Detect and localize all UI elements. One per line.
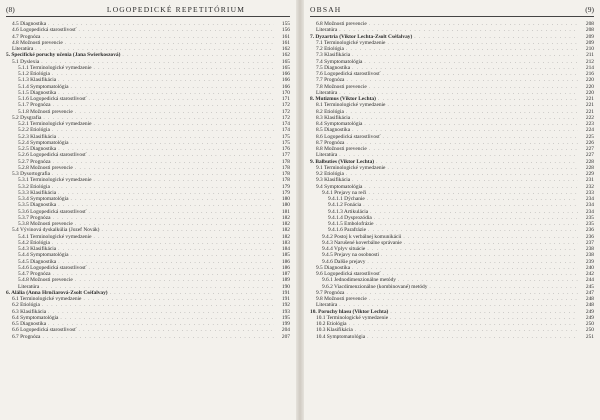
toc-entry-page: 228 (585, 164, 594, 171)
toc-entry-page: 222 (585, 114, 594, 121)
toc-entry-title: 5.2.7 Prognóza (18, 158, 51, 165)
toc-entry-title: 5.4.8 Možnosti prevencie (18, 277, 73, 284)
toc-entry-title: 6.6 Logopedická starostlivosť (12, 327, 77, 334)
toc-entry-title: 6.1 Terminologické vymedzenie (12, 296, 82, 302)
toc-entry-title: 5.1.5 Diagnostika (18, 89, 57, 96)
toc-entry-title: 4.7 Prognóza (12, 33, 41, 40)
toc-entry-title: 9.6 Logopedická starostlivosť (316, 271, 381, 277)
toc-entry-page: 191 (281, 296, 290, 302)
toc-entry-page: 161 (281, 39, 290, 46)
toc-entry-page: 186 (281, 258, 290, 265)
toc-entry-title: 10. Poruchy hlasu (Viktor Lechta) (310, 308, 389, 315)
toc-entry-title: 8.8 Možnosti prevencie (316, 146, 367, 152)
toc-entry (310, 334, 594, 340)
toc-entry-title: Literatúra (18, 283, 40, 290)
toc-entry-title: 6.3 Klasifikácia (12, 308, 47, 315)
toc-entry-title: 5.4.2 Etiológia (18, 239, 50, 246)
toc-entry-title: 9.4.1.1 Dýchanie (328, 196, 365, 202)
toc-entry-title: 5.2.4 Symptomatológia (18, 139, 69, 146)
toc-entry-page: 236 (585, 227, 594, 234)
toc-entry-title: 5.3.6 Logopedická starostlivosť (18, 208, 87, 215)
toc-entry-page: 192 (281, 302, 290, 309)
toc-entry-page: 195 (281, 314, 290, 321)
toc-entry-page: 235 (585, 221, 594, 227)
toc-entry-title: 7.1 Terminologické vymedzenie (316, 39, 386, 46)
toc-entry-page: 166 (281, 83, 290, 90)
toc-entry-page: 234 (585, 196, 594, 202)
toc-entry-page: 166 (281, 71, 290, 77)
toc-entry-title: 9. Balbuties (Viktor Lechta) (310, 158, 375, 165)
toc-entry-title: 9.4.5 Prejavy na osobnosti (322, 252, 380, 259)
toc-entry-title: 4.8 Možnosti prevencie (12, 39, 63, 46)
toc-entry-page: 172 (281, 102, 290, 109)
toc-entry-page: 174 (281, 121, 290, 127)
toc-entry-title: 5.2.6 Logopedická starostlivosť (18, 152, 87, 159)
toc-entry-page: 190 (281, 283, 290, 290)
toc-entry-page: 239 (585, 258, 594, 265)
toc-entry-page: 238 (585, 252, 594, 259)
toc-entry-title: 5.1.4 Symptomatológia (18, 83, 69, 90)
toc-entry-title: 10.2 Etiológia (316, 321, 347, 327)
toc-entry-page: 182 (281, 221, 290, 227)
toc-entry-page: 161 (281, 33, 290, 40)
toc-entry-title: 5.3.5 Diagnostika (18, 202, 57, 209)
toc-entry-page: 162 (281, 52, 290, 59)
toc-entry-page: 182 (281, 214, 290, 221)
toc-entry-title: 8.7 Prognóza (316, 139, 345, 146)
toc-entry-title: 5.4 Vývinová dyskalkúlia (Jozef Novák) (12, 227, 100, 234)
toc-entry-page: 172 (281, 114, 290, 121)
toc-entry-page: 174 (281, 127, 290, 134)
toc-entry-page: 191 (281, 289, 290, 296)
toc-entry-page: 175 (281, 133, 290, 140)
toc-entry-page: 189 (281, 277, 290, 284)
toc-entry-page: 232 (585, 183, 594, 190)
toc-entry-title: 5.4.7 Prognóza (18, 271, 51, 277)
toc-entry-page: 183 (281, 239, 290, 246)
toc-entry-title: 7.8 Možnosti prevencie (316, 83, 367, 90)
toc-entry-title: 5.3.4 Symptomatológia (18, 196, 69, 202)
right-toc-list (310, 21, 594, 340)
toc-entry-page: 238 (585, 246, 594, 252)
toc-entry-title: 9.4.4 Vplyv situácie (322, 246, 366, 252)
toc-entry-page: 193 (281, 308, 290, 315)
toc-entry-page: 166 (281, 77, 290, 84)
toc-entry-page: 209 (585, 33, 594, 40)
toc-entry-title: 5.1.2 Etiológia (18, 71, 50, 77)
toc-entry-title: 5.2.8 Možnosti prevencie (18, 164, 73, 171)
toc-entry-title: 8.5 Diagnostika (316, 127, 351, 134)
toc-entry-title: 9.8 Možnosti prevencie (316, 296, 367, 302)
toc-entry-title: 9.3 Klasifikácia (316, 177, 351, 184)
toc-entry-page: 180 (281, 196, 290, 202)
toc-entry-page: 221 (585, 108, 594, 115)
toc-entry-page: 248 (585, 296, 594, 302)
toc-entry-page: 208 (585, 27, 594, 34)
dot-leader (42, 334, 274, 340)
toc-entry-title: 5.1.1 Terminologické vymedzenie (18, 64, 92, 71)
toc-entry-title: 4.5 Diagnostika (12, 21, 47, 27)
toc-entry-page: 176 (281, 146, 290, 152)
toc-entry-page: 162 (281, 46, 290, 52)
toc-entry-page: 181 (281, 208, 290, 215)
toc-entry-page: 240 (585, 264, 594, 271)
toc-entry-page: 204 (281, 327, 290, 334)
toc-entry-page: 165 (281, 64, 290, 71)
toc-entry-title: 9.4.6 Ďalšie prejavy (322, 258, 366, 265)
toc-entry-page: 225 (585, 133, 594, 140)
toc-entry-title: 9.4.3 Narušené koverbálne správanie (322, 239, 402, 246)
toc-entry-page: 212 (585, 58, 594, 65)
toc-entry-title: 5.3.1 Terminologické vymedzenie (18, 177, 92, 184)
toc-entry-title: 5.4.6 Logopedická starostlivosť (18, 264, 87, 271)
toc-entry-page: 223 (585, 121, 594, 127)
toc-entry-title: 9.6.1 Jednodimenzionálne metódy (322, 277, 396, 284)
toc-entry-title: Literatúra (316, 27, 338, 34)
toc-entry-page: 227 (585, 152, 594, 159)
toc-entry-title: 7.7 Prognóza (316, 77, 345, 84)
toc-entry-title: 9.4.2 Postoj k verbálnej komunikácii (322, 233, 402, 240)
toc-entry-title: 9.4.1.3 Artikulácia (328, 208, 369, 215)
toc-entry-page: 244 (585, 277, 594, 284)
toc-entry-title: 5.1.8 Možnosti prevencie (18, 108, 73, 115)
toc-entry-title: 7.4 Symptomatológia (316, 58, 363, 65)
toc-entry-page: 235 (585, 214, 594, 221)
toc-entry-page: 210 (585, 46, 594, 52)
toc-entry-page: 224 (585, 127, 594, 134)
toc-entry-page: 227 (585, 146, 594, 152)
toc-entry-page: 180 (281, 202, 290, 209)
toc-entry-page: 179 (281, 183, 290, 190)
toc-entry-title: 9.4.1.4 Dysprozódia (328, 214, 372, 221)
left-page (6, 4, 290, 418)
toc-entry-page: 171 (281, 96, 290, 102)
toc-entry-title: 6.4 Symptomatológia (12, 314, 59, 321)
toc-entry-title: 9.1 Terminologické vymedzenie (316, 164, 386, 171)
toc-entry-page: 165 (281, 58, 290, 65)
left-running-title: LOGOPEDICKÉ REPETITÓRIUM (106, 5, 246, 14)
toc-entry-page: 156 (281, 27, 290, 34)
toc-entry-title: 5.1.7 Prognóza (18, 102, 51, 109)
toc-entry-page: 172 (281, 108, 290, 115)
toc-entry-title: 5.1 Dyslexia (12, 58, 40, 65)
toc-entry-page: 234 (585, 202, 594, 209)
toc-entry-title: 5.4.1 Terminologické vymedzenie (18, 233, 92, 240)
toc-entry-title: 5.3.8 Možnosti prevencie (18, 221, 73, 227)
toc-entry (6, 334, 290, 340)
toc-entry-title: 9.2 Etiológia (316, 171, 344, 177)
dot-leader (367, 334, 578, 340)
toc-entry-title: 6. Alália (Anna Hrnčiarová-Zsolt Cséfalvay) (6, 289, 108, 296)
toc-entry-page: 250 (585, 327, 594, 334)
toc-entry-page: 214 (585, 64, 594, 71)
toc-entry-title: 5.4.3 Klasifikácia (18, 246, 57, 252)
toc-entry-page: 199 (281, 321, 290, 327)
toc-entry-title: 5.2.3 Klasifikácia (18, 133, 57, 140)
toc-entry-title: Literatúra (316, 89, 338, 96)
toc-entry-title: 5.3.3 Klasifikácia (18, 189, 57, 196)
toc-entry-title: 7.2 Etiológia (316, 46, 344, 52)
toc-entry-title: 6.8 Možnosti prevencie (316, 21, 367, 27)
toc-entry-title: 8.4 Symptomatológia (316, 121, 363, 127)
toc-entry-page: 248 (585, 302, 594, 309)
left-running-head (6, 4, 290, 17)
toc-entry-title: 7. Dyzartria (Viktor Lechta-Zsolt Cséfalvay) (310, 33, 413, 40)
toc-entry-title: Literatúra (316, 302, 338, 309)
toc-entry-page: 233 (585, 189, 594, 196)
toc-entry-page: 249 (585, 308, 594, 315)
toc-entry-page: 208 (585, 21, 594, 27)
toc-entry-page: 175 (281, 139, 290, 146)
toc-entry-title: 5.2.5 Diagnostika (18, 146, 57, 152)
toc-entry-title: 9.4 Symptomatológia (316, 183, 363, 190)
toc-entry-page: 236 (585, 233, 594, 240)
toc-entry-page: 221 (585, 102, 594, 109)
toc-entry-title: 5.3 Dysortografia (12, 171, 51, 177)
toc-entry-page: 207 (281, 333, 290, 340)
toc-entry-page: 185 (281, 252, 290, 259)
toc-entry-title: 5.3.7 Prognóza (18, 214, 51, 221)
toc-entry-title: 8.3 Klasifikácia (316, 114, 351, 121)
toc-entry-title: 9.5 Diagnostika (316, 264, 351, 271)
right-page-number: (9) (585, 5, 594, 14)
toc-entry-title: 9.4.1.5 Embolofrázie (328, 221, 374, 227)
toc-entry-page: 155 (281, 21, 290, 27)
toc-entry-page: 186 (281, 264, 290, 271)
toc-entry-page: 177 (281, 152, 290, 159)
right-running-title: OBSAH (310, 5, 342, 14)
toc-entry-title: 10.1 Terminologické vymedzenie (316, 314, 389, 321)
book-gutter (296, 0, 304, 420)
toc-entry-page: 220 (585, 89, 594, 96)
toc-entry-page: 250 (585, 321, 594, 327)
toc-entry-page: 249 (585, 314, 594, 321)
toc-entry-page: 234 (585, 208, 594, 215)
toc-entry-page: 247 (585, 289, 594, 296)
toc-entry-page: 209 (585, 39, 594, 46)
toc-entry-page: 226 (585, 139, 594, 146)
toc-entry-title: 6.7 Prognóza (12, 333, 41, 340)
toc-entry-title: 8.1 Terminologické vymedzenie (316, 102, 386, 109)
toc-entry-page: 251 (585, 333, 594, 340)
toc-entry-page: 220 (585, 77, 594, 84)
toc-entry-title: 5.1.6 Logopedická starostlivosť (18, 96, 87, 102)
toc-entry-page: 187 (281, 271, 290, 277)
right-running-head (310, 4, 594, 17)
left-toc-list (6, 21, 290, 340)
toc-entry-title: 10.4 Symptomatológia (316, 333, 366, 340)
toc-entry-page: 182 (281, 227, 290, 234)
toc-entry-title: 6.2 Etiológia (12, 302, 40, 309)
toc-entry-title: 10.3 Klasifikácia (316, 327, 353, 334)
toc-entry-title: 9.4.1.2 Fonácia (328, 202, 362, 209)
toc-entry-page: 178 (281, 158, 290, 165)
left-page-number: (8) (6, 5, 15, 14)
toc-entry-page: 221 (585, 96, 594, 102)
toc-entry-page: 231 (585, 177, 594, 184)
toc-entry-page: 245 (585, 283, 594, 290)
toc-entry-title: 9.7 Prognóza (316, 289, 345, 296)
toc-entry-page: 211 (586, 52, 594, 59)
toc-entry-title: 4.6 Logopedická starostlivosť (12, 27, 77, 34)
toc-entry-page: 229 (585, 171, 594, 177)
toc-entry-title: 5.1.3 Klasifikácia (18, 77, 57, 84)
toc-entry-title: 5. Špecifické poruchy učenia (Jana Swierkoszová) (6, 52, 121, 59)
toc-entry-page: 184 (281, 246, 290, 252)
toc-entry-page: 178 (281, 177, 290, 184)
toc-entry-title: 5.2.2 Etiológia (18, 127, 50, 134)
toc-entry-title: 8.2 Etiológia (316, 108, 344, 115)
toc-entry-title: 5.4.5 Diagnostika (18, 258, 57, 265)
toc-entry-page: 178 (281, 171, 290, 177)
toc-entry-title: 5.2.1 Terminologické vymedzenie (18, 121, 92, 127)
toc-entry-title: Literatúra (12, 46, 34, 52)
toc-entry-page: 242 (585, 271, 594, 277)
toc-entry-title: 5.3.2 Etiológia (18, 183, 50, 190)
toc-entry-page: 178 (281, 164, 290, 171)
toc-entry-title: 5.2 Dysgrafia (12, 114, 42, 121)
toc-entry-title: Literatúra (316, 152, 338, 159)
toc-entry-title: 7.3 Klasifikácia (316, 52, 351, 59)
toc-entry-page: 228 (585, 158, 594, 165)
toc-entry-title: 8. Mutizmus (Viktor Lechta) (310, 96, 376, 102)
toc-entry-page: 182 (281, 233, 290, 240)
toc-entry-title: 9.4.1 Prejavy na reči (322, 189, 367, 196)
toc-entry-title: 9.6.2 Viacdimenzionálne (kombinované) metódy (322, 283, 428, 290)
toc-entry-title: 8.6 Logopedická starostlivosť (316, 133, 381, 140)
toc-entry-title: 9.4.1.6 Parafrázie (328, 227, 367, 234)
toc-entry-title: 5.4.4 Symptomatológia (18, 252, 69, 259)
right-page (310, 4, 594, 418)
toc-entry-title: 7.6 Logopedická starostlivosť (316, 71, 381, 77)
toc-entry-page: 220 (585, 83, 594, 90)
toc-entry-title: 7.5 Diagnostika (316, 64, 351, 71)
toc-entry-page: 170 (281, 89, 290, 96)
toc-entry-page: 237 (585, 239, 594, 246)
toc-entry-page: 216 (585, 71, 594, 77)
toc-entry-page: 179 (281, 189, 290, 196)
toc-entry-title: 6.5 Diagnostika (12, 321, 47, 327)
